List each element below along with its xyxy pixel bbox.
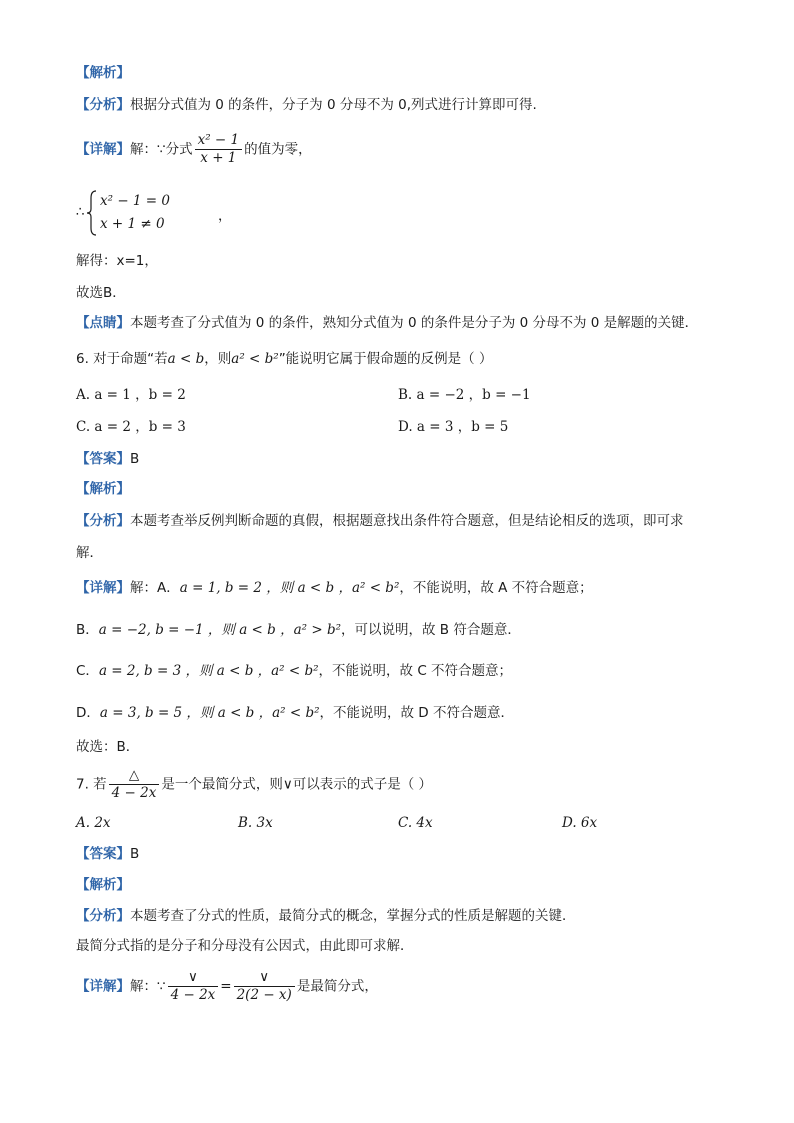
detail-line-d: D．a = 3, b = 5 ，则 a < b ，a² < b²，不能说明，故 D 不符合题意． [76,705,514,721]
option-a: A. a = 1 ，b = 2 [76,387,186,403]
question-7-stem: 7. 若 $\frac{\triangle}{4 - 2x}$ 是一个最简分式，则∨可以表示的式子是（ ） [76,767,433,801]
choice-line: 故选B． [76,285,126,301]
option-d: D. 6x [562,815,598,831]
section-heading: 【解析】 [76,65,130,81]
section-heading: 【解析】 [76,481,130,497]
answer-line: 【答案】B [76,451,140,467]
detail-line: 【详解】解：∵ $\frac{\vee}{4 - 2x}$ = $\frac{\vee}{2(2 - x)}$ 是最简分式， [76,969,378,1003]
solution-line: 解得：x=1， [76,253,158,269]
fraction: $\frac{\text{x² − 1}}{x + 1}$ [195,132,243,167]
option-a: A. 2x [76,815,111,831]
question-6-stem: 6. 对于命题“若a < b，则a² < b²”能说明它属于假命题的反例是（ ） [76,351,493,367]
option-b: B. a = −2 ，b = −1 [398,387,531,403]
detail-line: 【详解】解：∵分式 $\frac{\text{x² − 1}}{x + 1}$ 的值为零， [76,132,312,166]
analysis-line-cont: 最简分式指的是分子和分母没有公因式，由此即可求解． [76,938,414,954]
detail-line-c: C．a = 2, b = 3 ，则 a < b ，a² < b²，不能说明，故 C 不符合题意； [76,663,513,679]
fraction: $\frac{\vee}{2(2 - x)}$ [234,969,295,1004]
detail-line-a: 【详解】解：A．a = 1, b = 2 ，则 a < b ，a² < b²，不能说明，故 A 不符合题意； [76,580,593,596]
detail-line-b: B．a = −2, b = −1 ，则 a < b ，a² > b²，可以说明，故 B 符合题意． [76,622,521,638]
analysis-line-cont: 解． [76,545,103,561]
option-d: D. a = 3 ，b = 5 [398,419,509,435]
analysis-line: 【分析】本题考查了分式的性质，最简分式的概念，掌握分式的性质是解题的关键． [76,908,576,924]
left-brace-icon [86,190,98,236]
option-b: B. 3x [238,815,273,831]
fraction: $\frac{\triangle}{4 - 2x}$ [109,767,160,802]
comment-line: 【点睛】本题考查了分式值为 0 的条件，熟知分式值为 0 的条件是分子为 0 分母不为 0 是解题的关键． [76,315,699,331]
analysis-line: 【分析】本题考查举反例判断命题的真假，根据题意找出条件符合题意，但是结论相反的选项，即可求 [76,513,684,529]
fraction: $\frac{\vee}{4 - 2x}$ [168,969,219,1004]
analysis-line: 【分析】根据分式值为 0 的条件，分子为 0 分母不为 0,列式进行计算即可得. [76,97,537,113]
option-c: C. 4x [398,815,433,831]
choice-line: 故选：B． [76,739,140,755]
section-heading: 【解析】 [76,877,130,893]
option-c: C. a = 2 ，b = 3 [76,419,186,435]
answer-line: 【答案】B [76,846,140,862]
